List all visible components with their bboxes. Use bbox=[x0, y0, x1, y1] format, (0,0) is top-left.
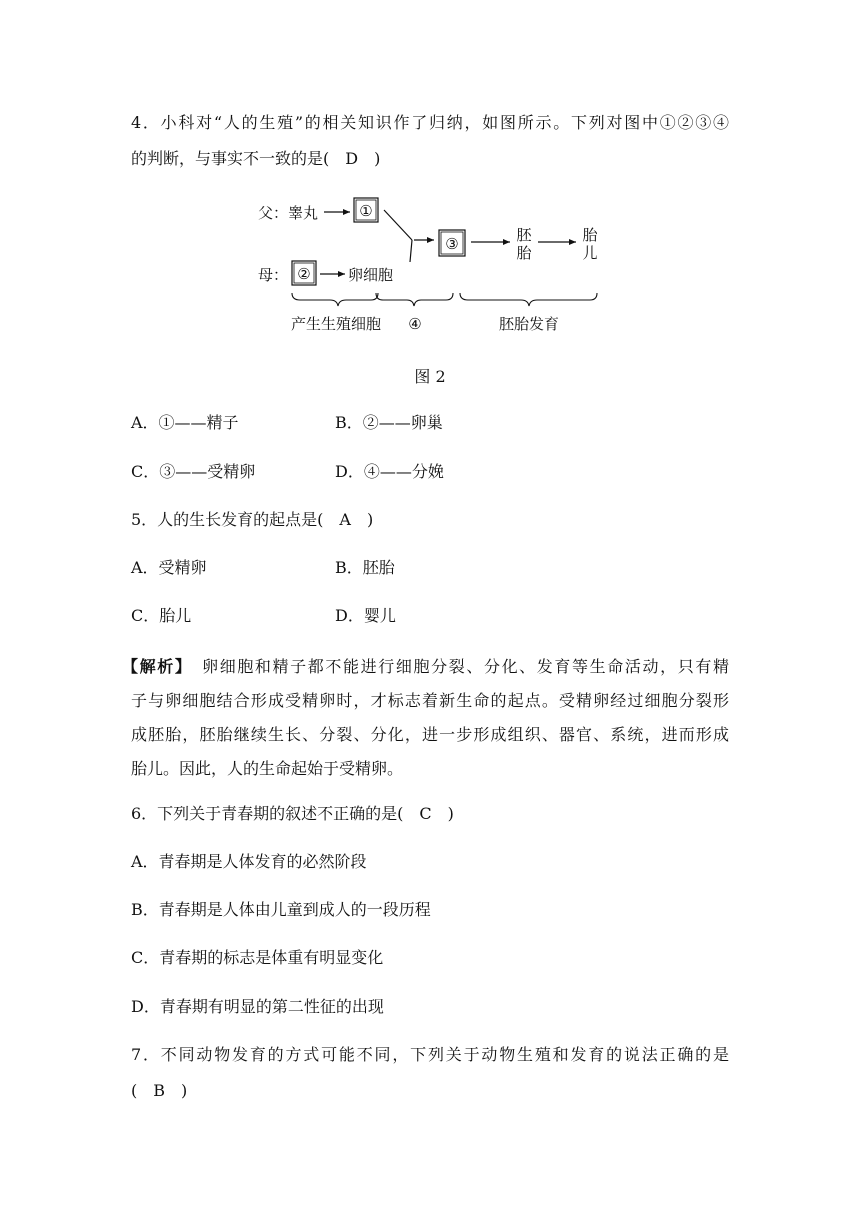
q5-option-c: C．胎儿 bbox=[131, 606, 192, 625]
q4-option-b: B．②——卵巢 bbox=[335, 413, 443, 432]
fetus-label-top: 胎 bbox=[582, 226, 598, 244]
q4-option-a: A．①——精子 bbox=[131, 413, 239, 432]
reproduction-diagram bbox=[250, 190, 610, 340]
box-2-label: ② bbox=[297, 265, 311, 283]
fetus-label-bottom: 儿 bbox=[582, 244, 598, 262]
embryo-label-bottom: 胎 bbox=[516, 244, 532, 262]
embryo-label-top: 胚 bbox=[516, 226, 532, 244]
brace-label-embryo-development: 胚胎发育 bbox=[498, 315, 560, 333]
analysis-label: 【解析】 bbox=[122, 657, 193, 676]
q5-analysis-line1 bbox=[122, 655, 729, 679]
father-testis-label: 父：睾丸 bbox=[258, 204, 319, 222]
q7-stem-line1: 7．不同动物发育的方式可能不同，下列关于动物生殖和发育的说法正确的是 bbox=[131, 1045, 729, 1064]
q5-option-d: D．婴儿 bbox=[335, 606, 396, 625]
merge-line-top bbox=[384, 210, 412, 240]
q5-analysis-line2: 子与卵细胞结合形成受精卵时，才标志着新生命的起点。受精卵经过细胞分裂形 bbox=[131, 691, 729, 710]
q6-option-a: A．青春期是人体发育的必然阶段 bbox=[131, 852, 367, 871]
q7-stem-line2: ( B ) bbox=[131, 1081, 188, 1100]
brace-label-4: ④ bbox=[408, 315, 422, 333]
box-3-label: ③ bbox=[445, 235, 459, 253]
figure-caption: 图 2 bbox=[414, 367, 446, 386]
mother-label: 母： bbox=[258, 266, 289, 284]
brace-4 bbox=[376, 293, 453, 306]
q4-stem-line2: 的判断，与事实不一致的是( D ) bbox=[131, 149, 381, 168]
analysis-text-1: 卵细胞和精子都不能进行细胞分裂、分化、发育等生命活动，只有精 bbox=[200, 657, 729, 676]
q6-stem: 6．下列关于青春期的叙述不正确的是( C ) bbox=[131, 804, 454, 823]
q6-option-d: D．青春期有明显的第二性征的出现 bbox=[131, 997, 384, 1016]
q5-option-b: B．胚胎 bbox=[335, 558, 395, 577]
q6-option-b: B．青春期是人体由儿童到成人的一段历程 bbox=[131, 900, 431, 919]
box-1-label: ① bbox=[359, 202, 373, 220]
merge-line-bottom bbox=[410, 240, 412, 262]
q5-analysis-line4: 胎儿。因此，人的生命起始于受精卵。 bbox=[131, 759, 404, 778]
q4-option-c: C．③——受精卵 bbox=[131, 462, 256, 481]
brace-embryo-development bbox=[460, 293, 597, 306]
egg-cell-label: 卵细胞 bbox=[348, 266, 394, 284]
q4-option-d: D．④——分娩 bbox=[335, 462, 444, 481]
q4-stem-line1: 4．小科对“人的生殖”的相关知识作了归纳，如图所示。下列对图中①②③④ bbox=[131, 113, 729, 132]
q6-option-c: C．青春期的标志是体重有明显变化 bbox=[131, 948, 384, 967]
q5-option-a: A．受精卵 bbox=[131, 558, 207, 577]
brace-label-gamete-production: 产生生殖细胞 bbox=[290, 315, 382, 333]
q5-analysis-line3: 成胚胎，胚胎继续生长、分裂、分化，进一步形成组织、器官、系统，进而形成 bbox=[131, 725, 729, 744]
q5-stem: 5．人的生长发育的起点是( A ) bbox=[131, 510, 374, 529]
brace-gamete-production bbox=[292, 293, 378, 306]
